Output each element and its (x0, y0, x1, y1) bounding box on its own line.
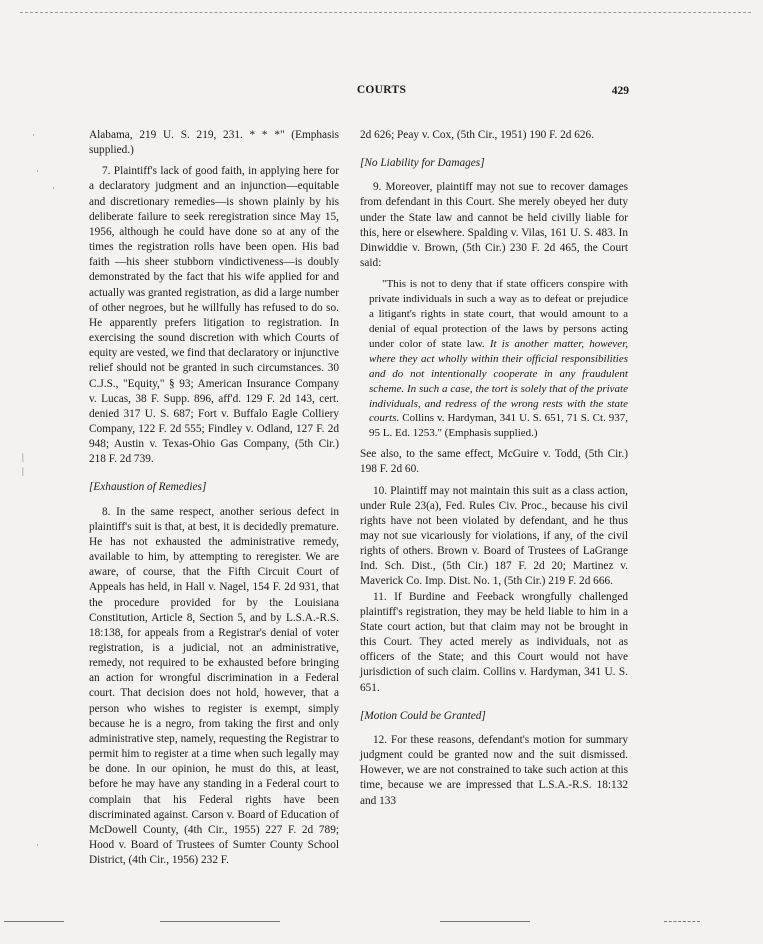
paragraph-12: 12. For these reasons, defendant's motion for summary judgment could be granted now and the suit dismissed. However, we are not constrained to take such action at this time, because we are impressed that L.S.A.-R.S. 18:132 and 133 (360, 733, 628, 807)
margin-mark: · (52, 183, 55, 193)
paragraph-9: 9. Moreover, plaintiff may not sue to recover damages from defendant in this Court. She merely obeyed her duty under the State law and cannot be held civilly liable for this, here or elsewhere. Spalding v. Vilas, 161 U. S. 483. In Dinwiddie v. Brown, (5th Cir.) 230 F. 2d 465, the Court said: (360, 181, 628, 270)
paragraph-8: 8. In the same respect, another serious defect in plaintiff's suit is that, at best, it is decidedly premature. He has not exhausted the administrative remedy, available to him, by attempting to reregister. We are aware, of course, that the Fifth Circuit Court of Appeals has held, in Hall v. Nagel, 154 F. 2d 931, that the procedure provided for by the Louisiana Constitution, Article 8, Section 5, and by L.S.A.-R.S. 18:138, for appeals from a Registrar's denial of voter registration, is a judicial, not an administrative, remedy, not required to be exhausted before bringing an action for wrongful discrimination in a Federal court. That decision does not hold, however, that a person who wishes to register is exempt, simply because he is a negro, from taking the first and only administrative step, namely, requesting the Registrar to permit him to register at a time when such legally may be done. In our opinion, he must do this, at least, before he may have any standing in a Federal court to complain that his Federal rights have been discriminated against. Carson v. Board of Education of McDowell County, (4th Cir., 1955) 227 F. 2d 789; Hood v. Board of Trustees of Sumter County School District, (4th Cir., 1956) 232 F. (89, 505, 339, 867)
left-column (89, 128, 339, 868)
margin-mark: | (22, 466, 24, 476)
paragraph-7: 7. Plaintiff's lack of good faith, in applying here for a declaratory judgment and an injunction—equitable and discretionary remedies—is shown plainly by his deliberate failure to seek reregistration since May 15, 1956, although he could have done so at any of the times the registration rolls have been open. His bad faith —his sheer stubborn vindictiveness—is doubly demonstrated by the fact that his wife applied for and actually was granted registration, as did a large number of other negroes, but he willfully has refused to do so. He apparently prefers litigation to registration. In exercising the sound discretion with which Courts of equity are vested, we find that declaratory or injunctive relief should not be granted in such circumstances. 30 C.J.S., "Equity," § 93; American Insurance Company v. Lucas, 38 F. Supp. 896, aff'd. 129 F. 2d 143, cert. denied 317 U. S. 687; Fort v. Buffalo Eagle Colliery Company, 122 F. 2d 555; Findley v. Odland, 127 F. 2d 948; Austin v. Texas-Ohio Gas Company, (5th Cir.) 218 F. 2d 739. (89, 165, 340, 466)
continued-citation-right: 2d 626; Peay v. Cox, (5th Cir., 1951) 190 F. 2d 626. (360, 129, 595, 141)
block-quote (369, 277, 628, 441)
margin-mark: | (22, 452, 24, 462)
see-also-citation: See also, to the same effect, McGuire v. Todd, (5th Cir.) 198 F. 2d 60. (360, 448, 628, 476)
page-number: 429 (611, 85, 629, 97)
quote-emphasis-text: It is another matter, however, where they act wholly within their official responsibilities and do not intentionally cooperate in any fraudulent scheme. In such a case, the tort is solely that of the private individuals, and redress of the wrong rests with the state courts. (369, 337, 629, 425)
top-dashed-border (20, 12, 751, 13)
bottom-edge-rule (160, 921, 280, 922)
margin-mark: · (32, 130, 35, 140)
section-heading-liability: [No Liability for Damages] (360, 157, 485, 170)
bottom-edge-rule (440, 921, 530, 922)
bottom-edge-rule (4, 921, 64, 922)
margin-mark: · (36, 166, 39, 176)
running-head-title: COURTS (356, 84, 407, 96)
quote-citation: Collins v. Hardyman, 341 U. S. 651, 71 S. Ct. 937, 95 L. Ed. 1253." (Emphasis supplied.) (369, 412, 629, 440)
section-heading-exhaustion: [Exhaustion of Remedies] (89, 481, 207, 494)
continued-citation: Alabama, 219 U. S. 219, 231. * * *" (Emphasis supplied.) (89, 129, 339, 157)
bottom-edge-rule (664, 921, 700, 922)
quote-plain-text: "This is not to deny that if state officers conspire with private individuals in such a way as to defeat or prejudice a litigant's rights in state court, that would amount to a denial of equal protection of the laws by persons acting under color of state law. (369, 278, 628, 350)
paragraph-11: 11. If Burdine and Feeback wrongfully challenged plaintiff's registration, they may be held liable to him in a State court action, but that claim may not be brought in this Court. They acted merely as individuals, not as officers of the State; and this Court would not have jurisdiction of such claim. Collins v. Hardyman, 341 U. S. 651. (360, 590, 628, 694)
section-heading-motion: [Motion Could be Granted] (360, 709, 486, 722)
paragraph-10: 10. Plaintiff may not maintain this suit as a class action, under Rule 23(a), Fed. Rules Civ. Proc., because his civil rights have not been violated by defendant, and he thus may not sue vicariously for violations, if any, of the civil rights of others. Brown v. Board of Trustees of LaGrange Ind. Sch. Dist., (5th Cir.) 187 F. 2d 20; Martinez v. Maverick Co. Imp. Dist. No. 1, (5th Cir.) 219 F. 2d 666. (360, 484, 628, 588)
margin-mark: · (36, 840, 39, 850)
right-column (360, 128, 628, 809)
